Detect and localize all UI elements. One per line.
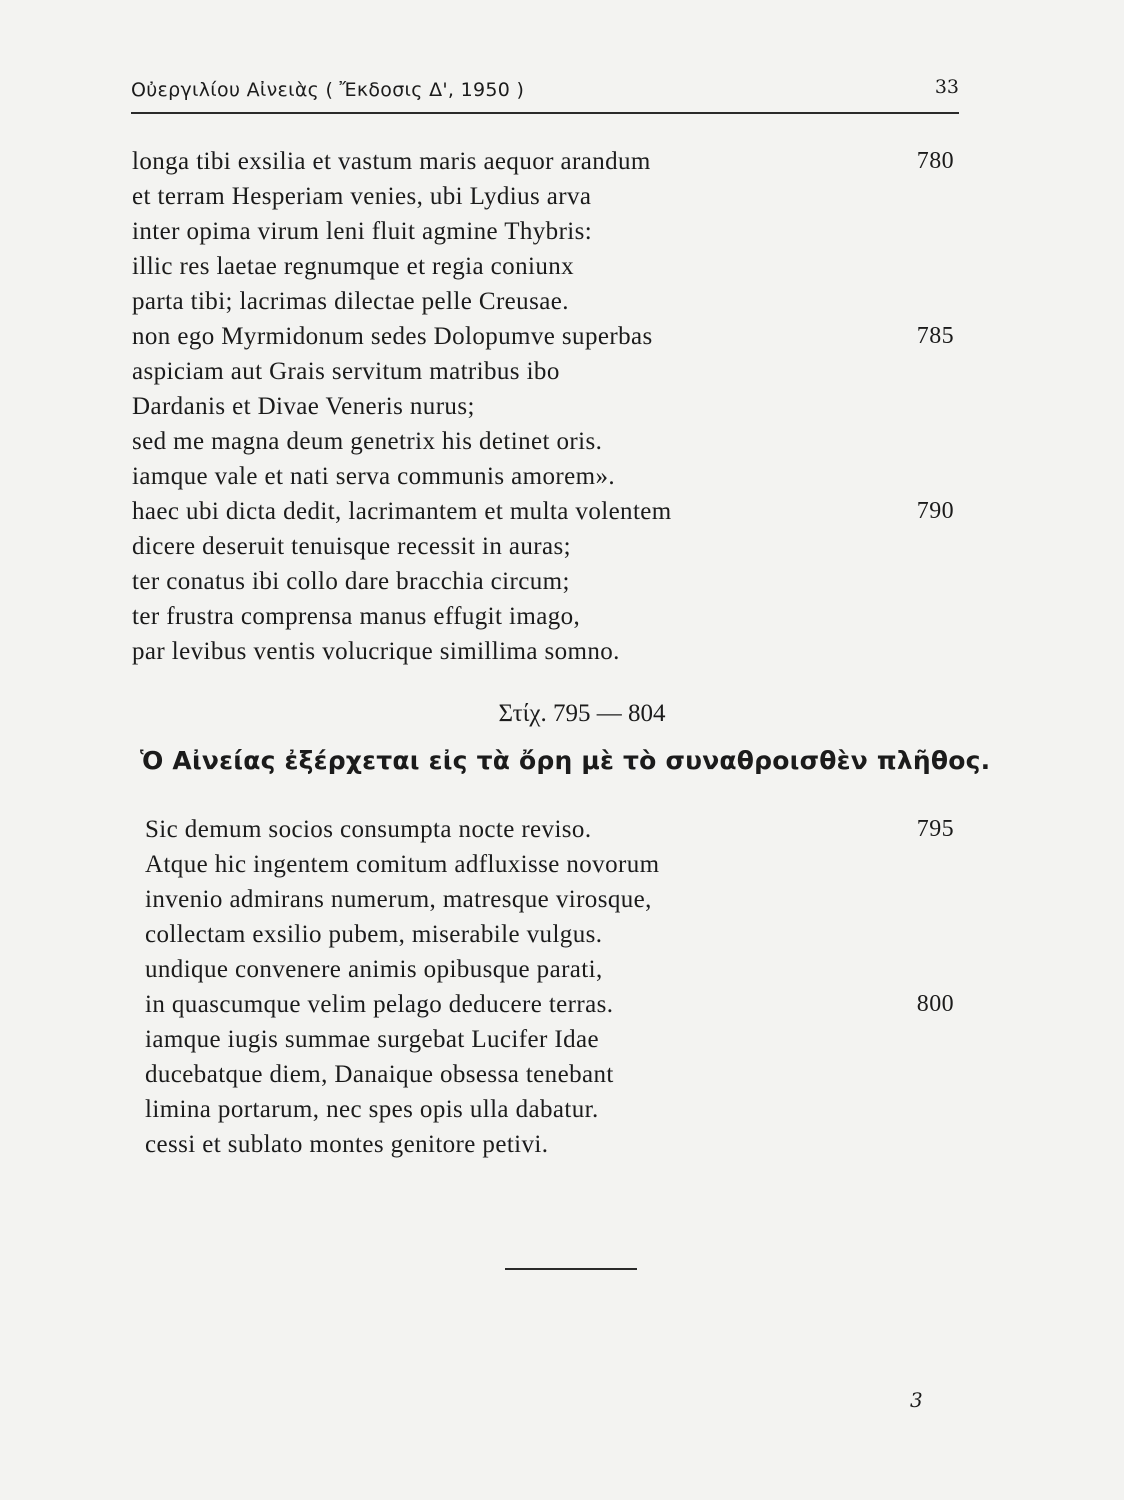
verse-text: non ego Myrmidonum sedes Dolopumve superbas <box>132 323 653 350</box>
verse-line <box>145 882 962 917</box>
header-title: Οὐεργιλίου Αἰνειὰς ( Ἔκδοσις Δ', 1950 ) <box>131 79 525 101</box>
verse-text: par levibus ventis volucrique simillima somno. <box>132 638 620 665</box>
verse-line <box>132 634 962 669</box>
verse-line <box>145 1127 962 1162</box>
page-number: 33 <box>934 76 959 98</box>
verse-line <box>132 389 962 424</box>
section-reference: Στίχ. 795 — 804 <box>498 700 666 727</box>
verse-line <box>132 319 962 354</box>
verse-text: in quascumque velim pelago deducere terras. <box>145 991 614 1018</box>
verse-line <box>132 459 962 494</box>
verse-text: sed me magna deum genetrix his detinet oris. <box>132 428 603 455</box>
line-number: 790 <box>916 498 954 524</box>
section-heading: Ὁ Αἰνείας ἐξέρχεται εἰς τὰ ὄρη μὲ τὸ συναθροισθὲν πλῆθος. <box>140 746 991 775</box>
line-number: 795 <box>916 816 954 842</box>
verse-text: ter conatus ibi collo dare bracchia circum; <box>132 568 570 595</box>
verse-text: invenio admirans numerum, matresque virosque, <box>145 886 652 913</box>
verse-text: et terram Hesperiam venies, ubi Lydius arva <box>132 183 592 210</box>
verse-line <box>132 179 962 214</box>
verse-text: undique convenere animis opibusque parati, <box>145 956 603 983</box>
verse-text: ter frustra comprensa manus effugit imago, <box>132 603 581 630</box>
verse-line <box>132 564 962 599</box>
verse-text: inter opima virum leni fluit agmine Thybris: <box>132 218 593 245</box>
verse-line <box>132 249 962 284</box>
signature-mark: 3 <box>910 1388 923 1412</box>
verse-passage-2 <box>145 812 962 1162</box>
verse-text: Atque hic ingentem comitum adfluxisse novorum <box>145 851 660 878</box>
verse-line <box>132 284 962 319</box>
verse-passage-1 <box>132 144 962 669</box>
verse-text: illic res laetae regnumque et regia coniunx <box>132 253 575 280</box>
verse-text: cessi et sublato montes genitore petivi. <box>145 1131 549 1158</box>
verse-line <box>145 1092 962 1127</box>
verse-line <box>145 847 962 882</box>
verse-line <box>145 1022 962 1057</box>
verse-line <box>132 599 962 634</box>
verse-text: ducebatque diem, Danaique obsessa tenebant <box>145 1061 614 1088</box>
verse-text: Dardanis et Divae Veneris nurus; <box>132 393 475 420</box>
verse-text: limina portarum, nec spes opis ulla dabatur. <box>145 1096 599 1123</box>
running-header <box>131 76 959 114</box>
verse-line <box>132 214 962 249</box>
verse-text: longa tibi exsilia et vastum maris aequor arandum <box>132 148 651 175</box>
end-rule <box>505 1268 637 1270</box>
verse-text: haec ubi dicta dedit, lacrimantem et multa volentem <box>132 498 672 525</box>
verse-line <box>132 529 962 564</box>
line-number: 785 <box>916 323 954 349</box>
verse-line <box>145 917 962 952</box>
verse-text: dicere deseruit tenuisque recessit in auras; <box>132 533 571 560</box>
verse-text: parta tibi; lacrimas dilectae pelle Creusae. <box>132 288 569 315</box>
verse-line <box>145 812 962 847</box>
verse-line <box>132 354 962 389</box>
verse-line <box>132 424 962 459</box>
verse-line <box>145 952 962 987</box>
verse-line <box>132 144 962 179</box>
verse-line <box>145 987 962 1022</box>
line-number: 780 <box>916 148 954 174</box>
verse-line <box>132 494 962 529</box>
verse-text: iamque vale et nati serva communis amorem». <box>132 463 616 490</box>
verse-text: Sic demum socios consumpta nocte reviso. <box>145 816 592 843</box>
verse-line <box>145 1057 962 1092</box>
verse-text: aspiciam aut Grais servitum matribus ibo <box>132 358 560 385</box>
verse-text: collectam exsilio pubem, miserabile vulgus. <box>145 921 603 948</box>
line-number: 800 <box>916 991 954 1017</box>
verse-text: iamque iugis summae surgebat Lucifer Idae <box>145 1026 599 1053</box>
